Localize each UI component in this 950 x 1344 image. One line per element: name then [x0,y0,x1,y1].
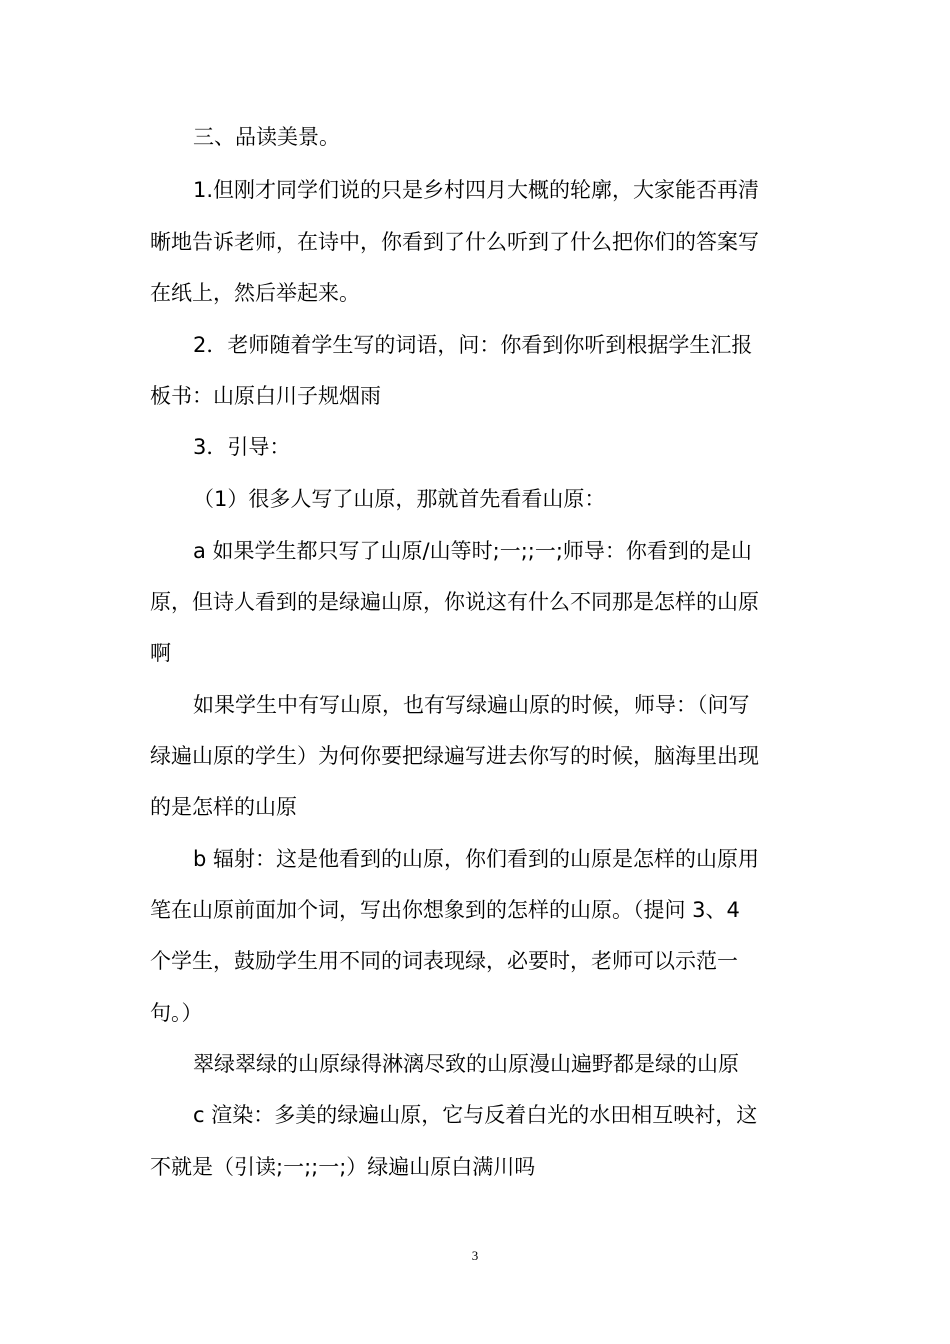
paragraph-line: 句。） [150,1001,203,1025]
paragraph-line: b 辐射：这是他看到的山原，你们看到的山原是怎样的山原用 [193,847,760,871]
paragraph-line: c 渲染：多美的绿遍山原，它与反着白光的水田相互映衬，这 [193,1103,758,1127]
paragraph-line: 板书：山原白川子规烟雨 [150,384,381,408]
paragraph-line: 翠绿翠绿的山原绿得淋漓尽致的山原漫山遍野都是绿的山原 [193,1052,739,1076]
paragraph-line: 的是怎样的山原 [150,795,297,819]
paragraph-line: 个学生，鼓励学生用不同的词表现绿，必要时，老师可以示范一 [150,949,738,973]
paragraph-line: 2．老师随着学生写的词语，问：你看到你听到根据学生汇报 [193,333,753,357]
paragraph-line: 笔在山原前面加个词，写出你想象到的怎样的山原。（提问 3、4 [150,898,740,922]
paragraph-line: 晰地告诉老师，在诗中，你看到了什么听到了什么把你们的答案写 [150,230,759,254]
paragraph-line: （1）很多人写了山原，那就首先看看山原： [193,487,606,511]
page-number: 3 [471,1248,479,1263]
section-heading: 三、品读美景。 [193,125,340,149]
paragraph-line: a 如果学生都只写了山原/山等时;一;;一;师导：你看到的是山 [193,539,752,563]
paragraph-line: 3．引导： [193,435,291,459]
paragraph-line: 啊 [150,641,171,665]
paragraph-line: 绿遍山原的学生）为何你要把绿遍写进去你写的时候，脑海里出现 [150,744,759,768]
paragraph-line: 在纸上，然后举起来。 [150,281,360,305]
paragraph-line: 1.但刚才同学们说的只是乡村四月大概的轮廓，大家能否再清 [193,178,760,202]
paragraph-line: 不就是（引读;一;;一;）绿遍山原白满川吗 [150,1155,536,1179]
paragraph-line: 如果学生中有写山原，也有写绿遍山原的时候，师导：（问写 [193,693,750,717]
paragraph-line: 原，但诗人看到的是绿遍山原，你说这有什么不同那是怎样的山原 [150,590,759,614]
